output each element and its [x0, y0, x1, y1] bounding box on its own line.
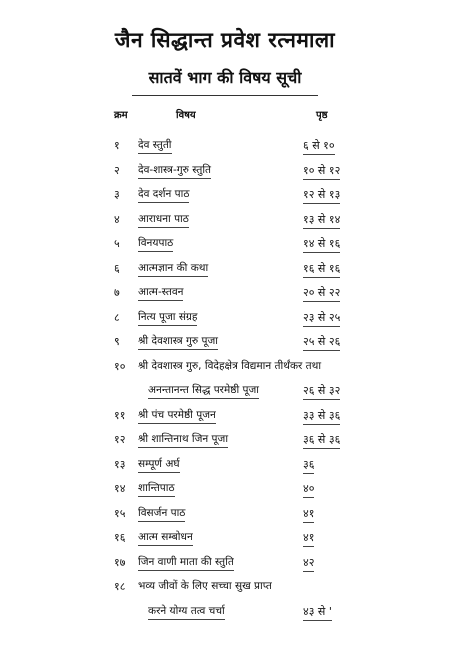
- entry-pages: २० से २२: [303, 285, 340, 302]
- entry-number: ११: [114, 408, 126, 422]
- page-header: पृष्ठ: [316, 110, 328, 121]
- entry-title: आत्मज्ञान की कथा: [138, 261, 208, 277]
- toc-entry: [0, 138, 450, 158]
- entry-pages: १३ से १४: [303, 212, 340, 229]
- book-title: जैन सिद्धान्त प्रवेश रत्नमाला: [114, 27, 336, 52]
- toc-subtitle: सातवें भाग की विषय सूची: [148, 68, 302, 87]
- toc-entry-continuation: [0, 604, 450, 624]
- entry-number: ३: [114, 188, 120, 201]
- subject-header: विषय: [176, 110, 196, 121]
- entry-number: २: [114, 163, 120, 177]
- entry-number: १: [114, 139, 120, 152]
- entry-pages: ४२: [303, 555, 314, 572]
- toc-entry: [0, 187, 450, 207]
- toc-entry: [0, 359, 450, 379]
- toc-entry-continuation: [0, 383, 450, 403]
- entry-number: ७: [114, 286, 120, 299]
- entry-number: १३: [114, 457, 126, 471]
- entry-number: ६: [114, 261, 120, 275]
- entry-title: भव्य जीवों के लिए सच्चा सुख प्राप्त: [138, 580, 272, 592]
- entry-pages: ४१: [303, 530, 314, 547]
- entry-pages: १६ से १६: [303, 261, 340, 278]
- toc-entry: [0, 481, 450, 501]
- entry-pages: ६ से १०: [303, 138, 335, 155]
- toc-entry: [0, 432, 450, 452]
- entry-title: देव स्तुती: [138, 138, 172, 154]
- serial-header: क्रम: [114, 110, 128, 121]
- toc-entry: [0, 334, 450, 354]
- entry-title: शान्तिपाठ: [138, 481, 175, 497]
- toc-entry: [0, 285, 450, 305]
- entry-title: आराधना पाठ: [138, 212, 189, 228]
- entry-title: विनयपाठ: [138, 236, 173, 252]
- toc-entry: [0, 555, 450, 575]
- entry-number: ९: [114, 335, 120, 348]
- entry-number: ४: [114, 212, 120, 226]
- entry-title-continued: अनन्तानन्त सिद्ध परमेष्ठी पूजा: [148, 383, 259, 399]
- toc-entry: [0, 408, 450, 428]
- entry-pages: ३६: [303, 457, 314, 474]
- entry-title-continued: करने योग्य तत्व चर्चा: [148, 604, 225, 620]
- toc-entry: [0, 530, 450, 550]
- toc-entry: [0, 236, 450, 256]
- entry-pages: २६ से ३२: [303, 383, 340, 400]
- toc-entry: [0, 457, 450, 477]
- entry-number: १६: [114, 531, 126, 544]
- entry-number: १२: [114, 433, 126, 446]
- entry-number: ५: [114, 237, 120, 250]
- entry-number: १०: [114, 359, 126, 373]
- entry-pages: ४०: [303, 481, 314, 498]
- entry-title: देव दर्शन पाठ: [138, 187, 189, 203]
- entry-title: देव-शास्त्र-गुरु स्तुति: [138, 163, 211, 179]
- entry-title: आत्म-स्तवन: [138, 285, 183, 301]
- entry-number: १४: [114, 482, 126, 495]
- entry-title: जिन वाणी माता की स्तुति: [138, 555, 234, 571]
- toc-entry: [0, 506, 450, 526]
- entry-title: विसर्जन पाठ: [138, 506, 185, 522]
- entry-title: श्री शान्तिनाथ जिन पूजा: [138, 432, 228, 448]
- entry-pages: १० से १२: [303, 163, 340, 180]
- entry-number: ८: [114, 310, 120, 324]
- entry-title: श्री देवशास्त्र गुरु पूजा: [138, 334, 218, 350]
- entry-number: १५: [114, 506, 126, 520]
- entry-number: १७: [114, 555, 126, 569]
- entry-pages: ३३ से ३६: [303, 408, 340, 425]
- entry-title: नित्य पूजा संग्रह: [138, 310, 197, 326]
- toc-entry: [0, 163, 450, 183]
- toc-entry: [0, 310, 450, 330]
- entry-pages: २५ से २६: [303, 334, 340, 351]
- entry-pages: २३ से २५: [303, 310, 340, 327]
- toc-entry: [0, 579, 450, 599]
- entry-title: श्री देवशास्त्र गुरु, विदेहक्षेत्र विद्यमान तीर्थंकर तथा: [138, 359, 322, 372]
- entry-pages: ४१: [303, 506, 314, 523]
- entry-pages: ३६ से ३६: [303, 432, 340, 449]
- subtitle-rule: [132, 95, 318, 96]
- entry-pages: १४ से १६: [303, 236, 340, 253]
- toc-entry: [0, 261, 450, 281]
- toc-entry: [0, 212, 450, 232]
- entry-title: सम्पूर्ण अर्घ: [138, 457, 180, 473]
- entry-number: १८: [114, 580, 126, 593]
- entry-title: आत्म सम्बोधन: [138, 530, 193, 546]
- entry-pages: ४३ से ': [303, 604, 332, 621]
- entry-title: श्री पंच परमेष्ठी पूजन: [138, 408, 216, 424]
- entry-pages: १२ से १३: [303, 187, 340, 204]
